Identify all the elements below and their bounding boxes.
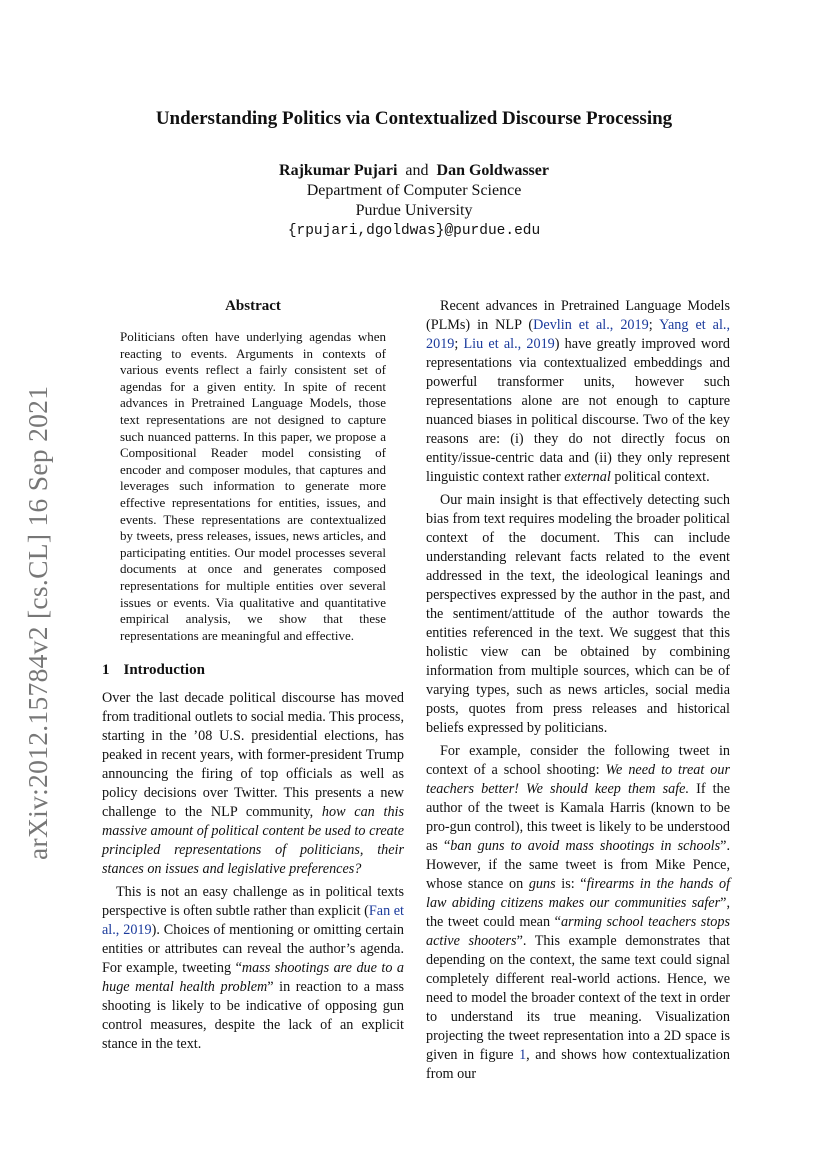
left-column (102, 297, 404, 1054)
author-2: Dan Goldwasser (436, 162, 549, 179)
author-conjunction: and (405, 162, 429, 179)
text-run: ” in reaction to a mass shooting is likely to be indicative of opposing gun control measures, despite the lack of an explicit stance in the text. (102, 979, 404, 1053)
text-run: For example, consider the following tweet in context of a school shooting: (426, 743, 730, 778)
intro-paragraph-3 (426, 297, 730, 487)
text-run: , and shows how contextualization from our (426, 1047, 730, 1082)
emphasis-text: mass shootings are due to a huge mental health problem (102, 960, 404, 996)
emphasis-text: arming school teachers stops active shooters (426, 914, 730, 949)
citation-link[interactable]: Yang et al., 2019 (426, 317, 731, 352)
text-run: ”, the tweet could mean “ (426, 895, 730, 930)
figure-reference-link[interactable]: 1 (519, 1047, 527, 1063)
author-block (0, 161, 828, 241)
intro-paragraph-1 (102, 689, 404, 879)
text-run: This is not an easy challenge as in political texts perspective is often subtle rather than explicit ( (102, 884, 404, 920)
emphasis-text: We need to treat our teachers better! We should keep them safe. (426, 762, 731, 797)
text-run: ; (648, 317, 660, 333)
text-run: Recent advances in Pretrained Language Models (PLMs) in NLP ( (426, 298, 730, 333)
department: Department of Computer Science (306, 182, 522, 199)
abstract-heading: Abstract (225, 298, 281, 314)
intro-paragraph-4: Our main insight is that effectively detecting such bias from text requires modeling the broader political context of the document. This can include understanding relevant facts related to the event addressed in the text, the ideological leanings and perspectives expressed by the author in the past, and the sentiment/attitude of the author towards the entities referenced in the text. We suggest that this holistic view can be obtained by combining information from multiple sources, which can be of varying types, such as news articles, social media posts, quotes from press releases and historical beliefs expressed by politicians. (426, 492, 730, 736)
text-run: ”. However, if the same tweet is from Mike Pence, whose stance on (426, 838, 730, 892)
section-title: Introduction (123, 662, 205, 679)
emphasis-text: guns (528, 876, 556, 892)
author-email: {rpujari,dgoldwas}@purdue.edu (287, 223, 541, 239)
paper-title: Understanding Politics via Contextualized Discourse Processing (155, 108, 673, 129)
emphasis-text: how can this massive amount of political content be used to create principled representations of politicians, their stances on issues and legislative preferences? (102, 804, 404, 878)
emphasis-text: ban guns to avoid mass shootings in schools (450, 838, 721, 854)
author-1: Rajkumar Pujari (279, 162, 398, 179)
text-run: ”. This example demonstrates that depending on the context, the same text could signal completely different real-world actions. Hence, we need to model the broader context of the text in order to understand its true meaning. Visualization projecting the tweet representation into a 2D space is given in figure (426, 933, 730, 1063)
right-column (426, 297, 730, 1084)
text-run: ). Choices of mentioning or omitting certain entities or attributes can reveal the author’s agenda. For example, tweeting “ (102, 922, 404, 977)
arxiv-identifier: arXiv:2012.15784v2 [cs.CL] 16 Sep 2021 (22, 385, 53, 860)
university: Purdue University (355, 202, 473, 219)
text-run: Over the last decade political discourse has moved from traditional outlets to social media. This process, starting in the ’08 U.S. presidential elections, has peaked in recent years, with former-president Trump announcing the firing of top officials as well as policy decisions over Twitter. This presents a new challenge to the NLP community, (102, 690, 404, 821)
section-heading-introduction (102, 661, 404, 680)
citation-link[interactable]: Devlin et al., 2019 (533, 317, 649, 333)
citation-link[interactable]: Fan et al., 2019 (102, 903, 404, 939)
section-number: 1 (102, 662, 110, 679)
author-names (0, 161, 828, 181)
text-run: is: “ (555, 876, 587, 892)
emphasis-text: external (564, 469, 611, 485)
citation-link[interactable]: Liu et al., 2019 (463, 336, 555, 352)
intro-paragraph-2 (102, 883, 404, 1054)
emphasis-text: firearms in the hands of law abiding citizens makes our communities safer (426, 876, 731, 911)
text-run: If the author of the tweet is Kamala Harris (known to be pro-gun control), this tweet is likely to be understood as “ (426, 781, 730, 854)
text-run: ) have greatly improved word representations via contextualized embeddings and powerful transformer units, however such representations alone are not enough to capture nuanced biases in political discourse. Two of the key reasons are: (i) they do not directly focus on entity/issue-centric data and (ii) they only represent linguistic context rather (426, 336, 730, 485)
abstract-text: Politicians often have underlying agendas when reacting to events. Arguments in contexts of various events reflect a fairly consistent set of agendas for a given entity. In spite of recent advances in Pretrained Language Models, those text representations are not designed to capture such nuanced patterns. In this paper, we propose a Compositional Reader model consisting of encoder and composer modules, that captures and leverages such information to generate more effective representations for entities, issues, and events. These representations are contextualized by tweets, press releases, issues, news articles, and participating entities. Our model processes several documents at once and generates composed representations for multiple entities over several issues or events. Via qualitative and quantitative empirical analysis, we show that these representations are meaningful and effective. (120, 329, 386, 643)
intro-paragraph-5 (426, 742, 730, 1084)
text-run: ; (454, 336, 464, 352)
text-run: political context. (610, 469, 710, 485)
